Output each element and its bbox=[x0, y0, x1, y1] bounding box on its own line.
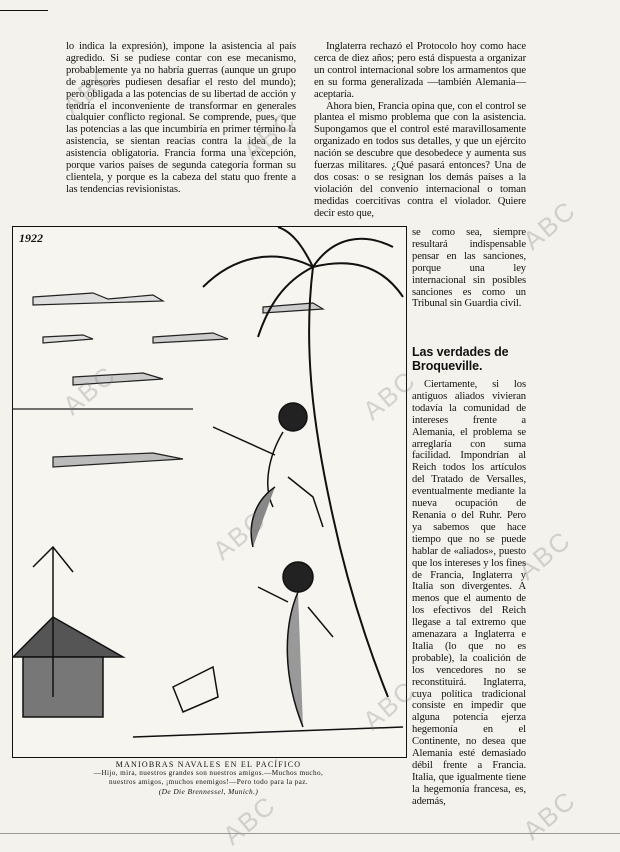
caption-dialogue-2: nuestros amigos, ¡muchos enemigos!—Pero todo para la paz. bbox=[108, 778, 309, 786]
column-2-continuation bbox=[412, 227, 526, 310]
cartoon-caption bbox=[12, 760, 405, 796]
column-2-continuation-text: se como sea, siempre resultará indispensable pensar en las sanciones, porque una ley internacional sin posibles sanciones es como un Tribunal sin Guardia civil. bbox=[412, 227, 526, 310]
cartoon-illustration bbox=[12, 226, 407, 758]
column-2 bbox=[314, 41, 526, 220]
watermark: ABC bbox=[516, 194, 582, 256]
watermark: ABC bbox=[511, 524, 577, 586]
hut bbox=[13, 547, 123, 717]
canoe bbox=[133, 667, 403, 737]
watermark: ABC bbox=[56, 59, 122, 121]
column-3-text: Ciertamente, si los antiguos aliados vivieran todavía la comunidad de intereses frente a Alemania, el problema se arreglaría con suma facilidad. Impondrían al Reich todos los artículos del Tratado de Versalles, eventualmente mediante la nueva ocupación de Renania o del Ruhr. Pero ya sabemos que hace tiempo que no se puede hablar de «aliados», puesto que los intereses y los fines de Francia, Inglaterra y Italia son divergentes. A menos que el aumento de los efectivos del Reich llegase a tal extremo que amenazara a Inglaterra e Italia (lo que no es probable), la coalición de los vencedores no se reconstituirá. Inglaterra, cuya política tradicional consiste en impedir que alguna potencia ejerza hegemonía en el Continente, no desea que Alemania esté demasiado débil frente a Francia. Italia, que igualmente tiene la hegemonía francesa, es, además, bbox=[412, 379, 526, 807]
section-heading: Las verdades de Broqueville. bbox=[412, 345, 509, 373]
watermark: ABC bbox=[206, 504, 272, 566]
plate-number: 1922 bbox=[19, 231, 43, 245]
caption-title: MANIOBRAS NAVALES EN EL PACÍFICO bbox=[115, 760, 302, 769]
watermark: ABC bbox=[56, 359, 122, 421]
palm-tree bbox=[203, 227, 403, 697]
watermark: ABC bbox=[516, 784, 582, 846]
warships bbox=[13, 293, 323, 467]
column-3 bbox=[412, 345, 526, 808]
bottom-rule bbox=[0, 833, 620, 834]
caption-dialogue-1: —Hijo, mira, nuestros grandes son nuestros amigos.—Muchos mucho, bbox=[93, 769, 324, 777]
cartoon-drawing bbox=[13, 227, 406, 757]
column-1-text: lo indica la expresión), impone la asistencia al país agredido. Si se pudiese contar con ese mecanismo, probablemente ya no habría guerras (aunque un grupo de agresores pudiesen desafiar el resto del mundo); pero obligada a las potencias de su libertad de acción y tendría el inconveniente de transformar en generales cualquier conflicto regional. Se comprende, pues, que las potencias a las que incumbiría en primer término la asistencia, se sientan reacias contra la idea de la asistencia obligatoria. Francia forma una excepción, porque varios países de segunda categoría forman su clientela, y porque es la cabeza del statu quo frente a las tendencias revisionistas. bbox=[66, 41, 296, 195]
caption-source: (De Die Brennessel, Munich.) bbox=[158, 787, 259, 796]
watermark: ABC bbox=[356, 364, 422, 426]
watermark: ABC bbox=[216, 789, 282, 851]
top-rule bbox=[0, 10, 48, 11]
column-2-paragraph-2: Ahora bien, Francia opina que, con el control se plantea el mismo problema que con la asistencia. Supongamos que el control esté maravillosamente organizado en todos sus detalles, y que un ejército nación se descubre que desobedece y aumenta sus fuerzas militares. ¿Qué pasará entonces? Una de dos cosas: o se resignan los demás países a la violación del convenio internacional o toman medidas coercitivas contra el violador. Quiere decir esto que, bbox=[314, 100, 526, 219]
figure-on-ground bbox=[258, 562, 333, 727]
watermark: ABC bbox=[236, 104, 302, 166]
watermark: ABC bbox=[356, 674, 422, 736]
column-2-paragraph-1: Inglaterra rechazó el Protocolo hoy como hace cerca de diez años; pero está dispuesta a organizar un control internacional sobre los armamentos que en su forma generalizada —también Alemania— aceptaría. bbox=[314, 41, 526, 100]
